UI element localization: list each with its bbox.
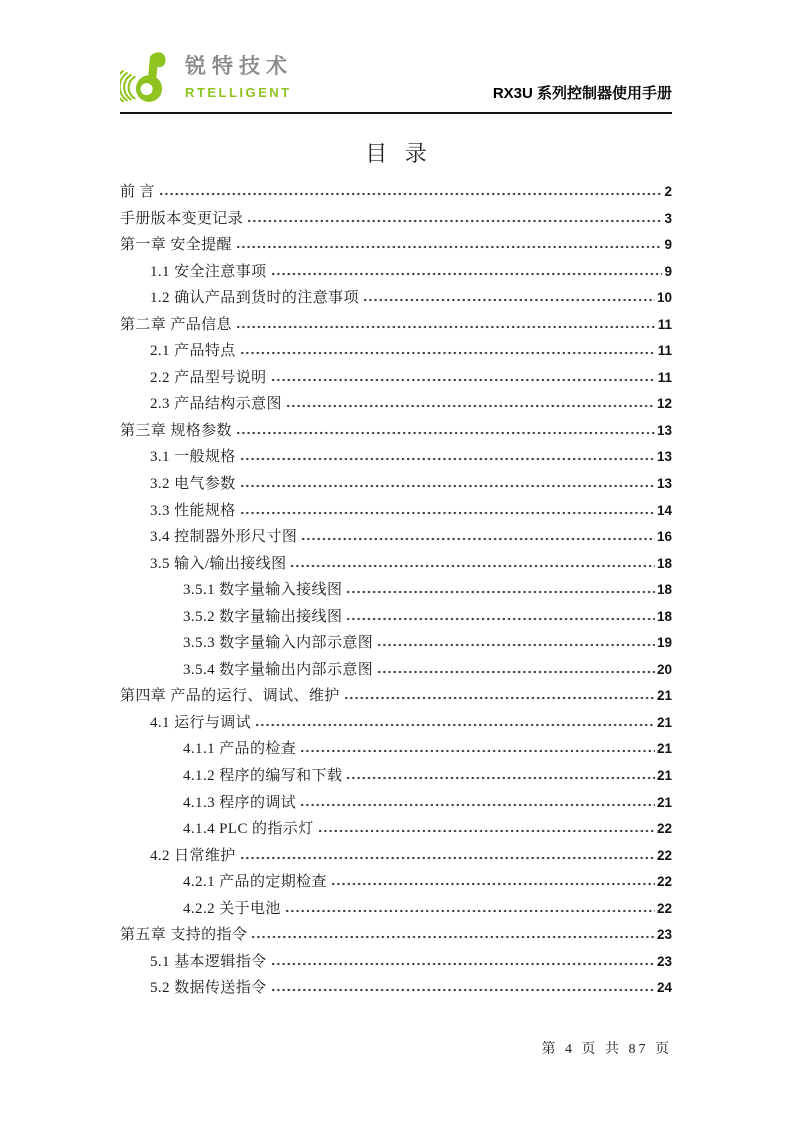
toc-entry-label: 3.2 电气参数 <box>150 476 236 493</box>
toc-entry[interactable] <box>120 472 672 499</box>
toc-entry-page: 24 <box>656 980 672 996</box>
toc-leader-dots <box>378 642 655 647</box>
toc-leader-dots <box>347 589 655 594</box>
toc-entry[interactable] <box>120 392 672 419</box>
toc-entry-label: 3.5.4 数字量输出内部示意图 <box>183 661 374 678</box>
toc-entry-page: 20 <box>656 661 672 677</box>
brand-name-chinese: 锐特技术 <box>185 55 293 78</box>
toc-entry-page: 16 <box>656 529 672 545</box>
toc-entry-label: 3.3 性能规格 <box>150 502 236 519</box>
toc-leader-dots <box>272 377 656 382</box>
toc-leader-dots <box>272 987 655 992</box>
toc-entry-label: 手册版本变更记录 <box>120 210 244 227</box>
toc-entry[interactable] <box>120 976 672 1003</box>
toc-entry-page: 3 <box>664 210 672 226</box>
toc-entry[interactable] <box>120 419 672 446</box>
toc-entry-label: 3.5.2 数字量输出接线图 <box>183 608 343 625</box>
document-title: RX3U 系列控制器使用手册 <box>492 85 672 102</box>
toc-leader-dots <box>237 324 656 329</box>
toc-entry-label: 1.1 安全注意事项 <box>150 263 267 280</box>
toc-entry-label: 5.1 基本逻辑指令 <box>150 953 267 970</box>
toc-entry[interactable] <box>120 233 672 260</box>
toc-leader-dots <box>319 828 655 833</box>
rtelligent-logo-icon <box>120 48 178 106</box>
toc-entry-label: 5.2 数据传送指令 <box>150 980 267 997</box>
toc-entry-page: 22 <box>656 847 672 863</box>
toc-entry-label: 3.5 输入/输出接线图 <box>150 555 287 572</box>
toc-entry-page: 18 <box>656 608 672 624</box>
toc-leader-dots <box>347 616 655 621</box>
toc-entry[interactable] <box>120 578 672 605</box>
toc-entry-label: 4.1 运行与调试 <box>150 714 252 731</box>
brand-wordmark <box>185 48 293 100</box>
toc-entry-page: 14 <box>656 502 672 518</box>
toc-entry-label: 2.1 产品特点 <box>150 343 236 360</box>
toc-entry[interactable] <box>120 552 672 579</box>
toc-entry[interactable] <box>120 499 672 526</box>
toc-entry-label: 4.1.4 PLC 的指示灯 <box>183 821 314 838</box>
toc-entry[interactable] <box>120 366 672 393</box>
toc-leader-dots <box>332 881 655 886</box>
toc-entry[interactable] <box>120 791 672 818</box>
toc-heading: 目 录 <box>365 141 433 166</box>
toc-entry-page: 23 <box>656 927 672 943</box>
toc-entry-label: 4.2.2 关于电池 <box>183 900 281 917</box>
toc-entry-label: 1.2 确认产品到货时的注意事项 <box>150 290 359 307</box>
toc-entry-label: 第一章 安全提醒 <box>120 237 232 254</box>
toc-entry-page: 2 <box>664 184 672 199</box>
toc-entry-page: 19 <box>656 635 672 651</box>
toc-leader-dots <box>364 297 655 302</box>
toc-entry-label: 第四章 产品的运行、调试、维护 <box>120 688 340 705</box>
toc-leader-dots <box>237 244 663 249</box>
toc-leader-dots <box>345 695 655 700</box>
toc-entry-label: 3.4 控制器外形尺寸图 <box>150 529 298 546</box>
toc-entry-page: 22 <box>656 900 672 916</box>
toc-entry-page: 13 <box>656 476 672 492</box>
toc-entry-page: 11 <box>657 343 672 359</box>
toc-entry[interactable] <box>120 313 672 340</box>
toc-leader-dots <box>248 218 662 223</box>
toc-entry[interactable] <box>120 844 672 871</box>
toc-entry[interactable] <box>120 260 672 287</box>
toc-leader-dots <box>272 961 655 966</box>
toc-entry[interactable] <box>120 870 672 897</box>
toc-entry[interactable] <box>120 631 672 658</box>
toc-entry-label: 4.1.2 程序的编写和下载 <box>183 768 343 785</box>
toc-entry[interactable] <box>120 817 672 844</box>
toc-leader-dots <box>241 350 656 355</box>
toc-entry[interactable] <box>120 923 672 950</box>
toc-entry-page: 23 <box>656 953 672 969</box>
toc-entry-page: 21 <box>656 688 672 704</box>
toc-entry-label: 第三章 规格参数 <box>120 422 232 439</box>
toc-entry[interactable] <box>120 207 672 234</box>
toc-entry-page: 10 <box>656 290 672 306</box>
toc-leader-dots <box>286 908 655 913</box>
toc-entry[interactable] <box>120 658 672 685</box>
toc-entry-label: 前 言 <box>120 184 155 200</box>
toc-entry[interactable] <box>120 180 672 207</box>
toc-entry[interactable] <box>120 950 672 977</box>
toc-entry-page: 12 <box>656 396 672 412</box>
toc-leader-dots <box>256 722 655 727</box>
toc-entry-page: 22 <box>656 821 672 837</box>
toc-entry-label: 第五章 支持的指令 <box>120 927 248 944</box>
toc-entry-page: 11 <box>657 369 672 385</box>
toc-entry-page: 9 <box>664 237 672 253</box>
toc-entry[interactable] <box>120 737 672 764</box>
toc-leader-dots <box>287 403 655 408</box>
toc-leader-dots <box>291 563 655 568</box>
toc-entry[interactable] <box>120 525 672 552</box>
toc-entry-page: 13 <box>656 422 672 438</box>
toc-entry[interactable] <box>120 339 672 366</box>
toc-leader-dots <box>252 934 655 939</box>
toc-entry-label: 3.5.3 数字量输入内部示意图 <box>183 635 374 652</box>
toc-leader-dots <box>301 748 655 753</box>
toc-entry[interactable] <box>120 897 672 924</box>
page-content <box>120 113 672 1003</box>
brand-logo <box>120 48 293 112</box>
toc-entry-label: 2.3 产品结构示意图 <box>150 396 282 413</box>
toc-entry-label: 4.2 日常维护 <box>150 847 236 864</box>
toc-entry-page: 11 <box>657 316 672 332</box>
toc-entry-page: 13 <box>656 449 672 465</box>
toc-leader-dots <box>347 775 655 780</box>
toc-entry-label: 3.5.1 数字量输入接线图 <box>183 582 343 599</box>
toc-leader-dots <box>241 483 655 488</box>
toc-entry[interactable] <box>120 764 672 791</box>
toc-leader-dots <box>241 510 655 515</box>
brand-name-english: RTELLIGENT <box>185 85 292 100</box>
toc-leader-dots <box>301 802 655 807</box>
toc-list <box>120 180 672 1003</box>
toc-entry[interactable] <box>120 684 672 711</box>
toc-entry-label: 4.1.3 程序的调试 <box>183 794 297 811</box>
toc-entry-page: 21 <box>656 768 672 784</box>
toc-leader-dots <box>237 430 655 435</box>
toc-leader-dots <box>160 191 663 196</box>
toc-entry-page: 18 <box>656 582 672 598</box>
toc-entry[interactable] <box>120 286 672 313</box>
toc-entry-page: 18 <box>656 555 672 571</box>
page-header <box>120 0 672 114</box>
toc-entry-page: 22 <box>656 874 672 890</box>
toc-leader-dots <box>272 271 663 276</box>
toc-leader-dots <box>302 536 655 541</box>
toc-entry-page: 9 <box>664 263 672 279</box>
toc-entry[interactable] <box>120 605 672 632</box>
toc-leader-dots <box>241 855 655 860</box>
toc-entry[interactable] <box>120 445 672 472</box>
toc-entry[interactable] <box>120 711 672 738</box>
toc-entry-label: 2.2 产品型号说明 <box>150 369 267 386</box>
toc-leader-dots <box>378 669 655 674</box>
toc-entry-label: 4.1.1 产品的检查 <box>183 741 297 758</box>
toc-entry-label: 4.2.1 产品的定期检查 <box>183 874 327 891</box>
toc-entry-label: 第二章 产品信息 <box>120 316 232 333</box>
toc-entry-page: 21 <box>656 741 672 757</box>
toc-entry-page: 21 <box>656 794 672 810</box>
page-number-footer: 第 4 页 共 87 页 <box>541 1042 672 1057</box>
toc-entry-label: 3.1 一般规格 <box>150 449 236 466</box>
toc-leader-dots <box>241 456 655 461</box>
toc-entry-page: 21 <box>656 714 672 730</box>
